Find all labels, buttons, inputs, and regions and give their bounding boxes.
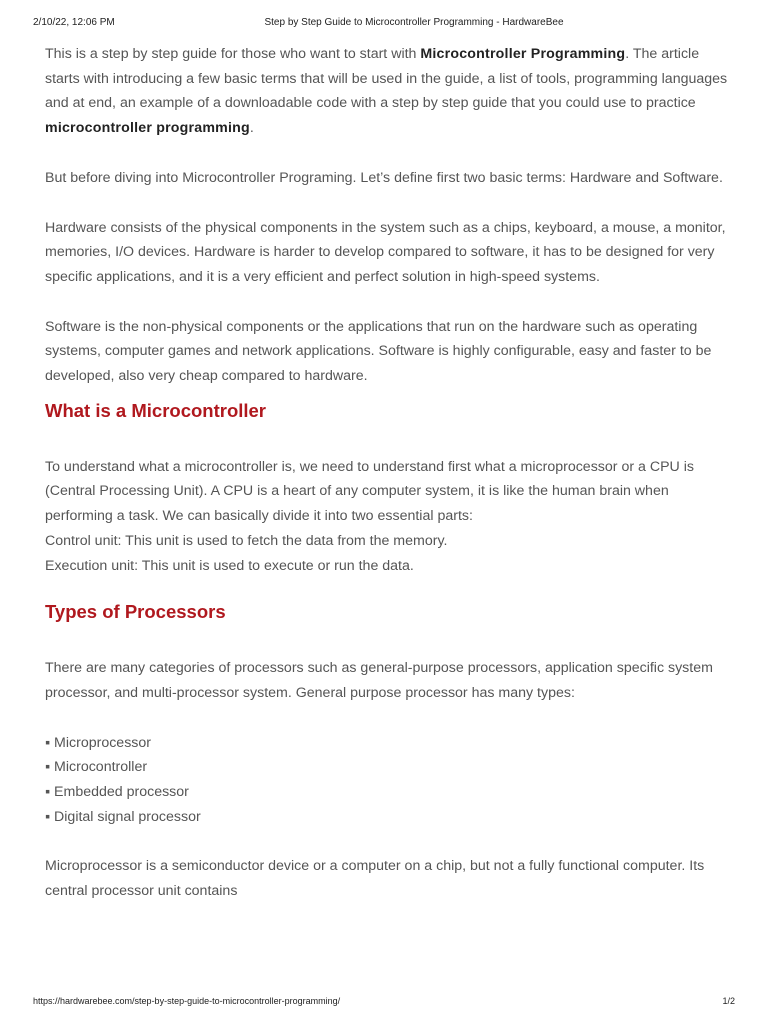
intro-bold-term-1: Microcontroller Programming (420, 46, 626, 62)
spacer (45, 706, 735, 731)
intro-paragraph-2: But before diving into Microcontroller Programing. Let’s define first two basic terms: Hardware and Software. (45, 169, 723, 186)
spacer (45, 389, 735, 397)
microprocessor-paragraph: Microprocessor is a semiconductor device or a computer on a chip, but not a fully functional computer. Its central processor unit contains (45, 858, 705, 900)
list-item: ▪ Embedded processor (45, 780, 735, 805)
processor-type-list (45, 731, 735, 830)
execution-unit-line: Execution unit: This unit is used to execute or run the data. (45, 557, 414, 574)
print-header (33, 16, 735, 30)
hardware-paragraph: Hardware consists of the physical components in the system such as a chips, keyboard, a mouse, a monitor, memories, I/O devices. Hardware is harder to develop compared to software, it has to be designed for very specific applications, and it is a very efficient and perfect solution in high-speed systems. (45, 219, 726, 285)
intro-text-b: . The article starts with introducing a few basic terms that will be used in the guide, a list of tools, programming languages and at end, an example of a downloadable code with a step by step guide that you could use to practice (45, 46, 728, 112)
print-footer (33, 994, 735, 1008)
section-heading-processor-types: Types of Processors (45, 601, 226, 623)
intro-text-c: . (249, 120, 254, 137)
spacer (45, 578, 735, 598)
microcontroller-paragraph: To understand what a microcontroller is, we need to understand first what a microprocessor or a CPU is (Central Processing Unit). A CPU is a heart of any computer system, it is like the human brain when performing a task. We can basically divide it into two essential parts: (45, 458, 694, 525)
print-page-title: Step by Step Guide to Microcontroller Programming - HardwareBee (264, 17, 564, 28)
processor-types-paragraph: There are many categories of processors such as general-purpose processors, application specific system processor, and multi-processor system. General purpose processor has many types: (45, 660, 713, 701)
software-paragraph: Software is the non-physical components or the applications that run on the hardware such as operating systems, computer games and network applications. Software is highly configurable, easy and faster to be developed, also very cheap compared to hardware. (45, 318, 712, 385)
list-item: ▪ Microprocessor (45, 731, 735, 756)
page-url-link[interactable]: https://hardwarebee.com/step-by-step-guide-to-microcontroller-programming/ (33, 996, 341, 1006)
spacer (45, 290, 735, 315)
spacer (45, 425, 735, 455)
spacer (45, 626, 735, 656)
section-heading-microcontroller: What is a Microcontroller (45, 399, 267, 421)
intro-text-a: This is a step by step guide for those who want to start with (45, 46, 421, 62)
list-item: ▪ Microcontroller (45, 755, 735, 780)
spacer (45, 829, 735, 854)
spacer (45, 141, 735, 166)
article-content (45, 42, 735, 904)
intro-bold-term-2: microcontroller programming (45, 120, 250, 137)
print-datetime: 2/10/22, 12:06 PM (33, 17, 115, 28)
intro-paragraph-1 (45, 42, 735, 141)
list-item: ▪ Digital signal processor (45, 805, 735, 830)
page-number: 1/2 (722, 996, 735, 1006)
spacer (45, 191, 735, 216)
control-unit-line: Control unit: This unit is used to fetch the data from the memory. (45, 532, 448, 549)
